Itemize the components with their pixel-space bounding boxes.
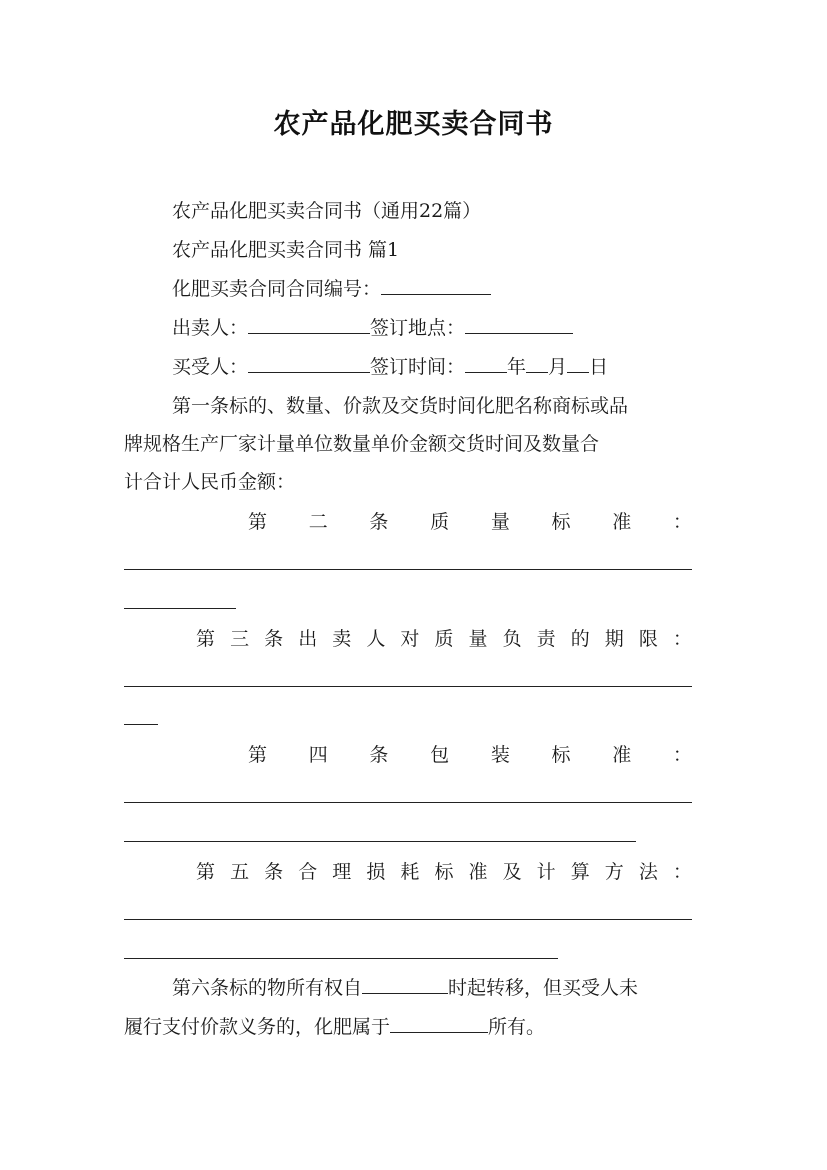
article-5-char: 理 xyxy=(332,861,352,883)
article-3-char: 负 xyxy=(502,628,522,650)
article-3-char: 出 xyxy=(298,628,318,650)
contract-number-line xyxy=(172,276,491,302)
article-3-char: 质 xyxy=(434,628,454,650)
article-3-char: 对 xyxy=(400,628,420,650)
article-6-part-4: 所有。 xyxy=(488,1016,546,1038)
article-6-blank-1 xyxy=(362,975,448,994)
intro-line-2: 农产品化肥买卖合同书 篇1 xyxy=(172,239,400,261)
article-2-heading xyxy=(248,509,692,535)
intro-line-1: 农产品化肥买卖合同书（通用22篇） xyxy=(172,200,482,222)
sign-place-label: 签订地点： xyxy=(370,317,466,339)
article-4-char: 装 xyxy=(490,744,510,766)
article-5-char: 算 xyxy=(570,861,590,883)
article-4-char: ： xyxy=(672,744,692,766)
article-5-rule-2 xyxy=(124,958,558,959)
seller-label: 出卖人： xyxy=(172,317,249,339)
article-1 xyxy=(124,387,704,501)
article-5-char: 及 xyxy=(502,861,522,883)
article-3-heading xyxy=(196,626,692,652)
article-3-char: ： xyxy=(672,628,692,650)
article-5-char: 耗 xyxy=(400,861,420,883)
article-5-char: 条 xyxy=(264,861,284,883)
buyer-label: 买受人： xyxy=(172,356,249,378)
article-3-char: 第 xyxy=(196,628,216,650)
day-label: 日 xyxy=(589,356,609,378)
article-4-rule-1 xyxy=(124,802,692,803)
article-4-rule-2 xyxy=(124,841,636,842)
article-1-line-2: 牌规格生产厂家计量单位数量单价金额交货时间及数量合 xyxy=(124,433,600,455)
article-2-char: 量 xyxy=(490,511,510,533)
article-3-rule-1 xyxy=(124,686,692,687)
seller-blank xyxy=(248,315,370,334)
article-5-char: 合 xyxy=(298,861,318,883)
month-label: 月 xyxy=(548,356,568,378)
buyer-line xyxy=(172,354,608,380)
article-3-char: 的 xyxy=(570,628,590,650)
article-5-char: 标 xyxy=(434,861,454,883)
year-label: 年 xyxy=(507,356,527,378)
article-3-char: 人 xyxy=(366,628,386,650)
article-2-char: 质 xyxy=(430,511,450,533)
article-2-char: 标 xyxy=(551,511,571,533)
article-5-char: 五 xyxy=(230,861,250,883)
article-3-char: 量 xyxy=(468,628,488,650)
article-4-heading xyxy=(248,742,692,768)
article-6-part-3: 履行支付价款义务的，化肥属于 xyxy=(124,1016,391,1038)
seller-line xyxy=(172,315,573,341)
article-5-char: ： xyxy=(672,861,692,883)
article-3-char: 条 xyxy=(264,628,284,650)
article-2-char: ： xyxy=(672,511,692,533)
article-3-rule-2 xyxy=(124,724,158,725)
article-3-char: 期 xyxy=(604,628,624,650)
contract-number-label: 化肥买卖合同合同编号： xyxy=(172,278,382,300)
article-2-rule-1 xyxy=(124,569,692,570)
sign-place-blank xyxy=(465,315,573,334)
article-3-char: 责 xyxy=(536,628,556,650)
sign-time-label: 签订时间： xyxy=(370,356,466,378)
article-3-char: 三 xyxy=(230,628,250,650)
article-4-char: 第 xyxy=(248,744,268,766)
article-6-line-2 xyxy=(124,1014,545,1040)
article-2-rule-2 xyxy=(124,608,236,609)
article-5-heading xyxy=(196,859,692,885)
article-6-blank-2 xyxy=(390,1014,488,1033)
article-6-line-1 xyxy=(172,975,638,1001)
article-2-char: 第 xyxy=(248,511,268,533)
contract-number-blank xyxy=(381,276,491,295)
article-4-char: 准 xyxy=(612,744,632,766)
article-4-char: 条 xyxy=(369,744,389,766)
article-5-char: 损 xyxy=(366,861,386,883)
article-5-char: 第 xyxy=(196,861,216,883)
article-2-char: 二 xyxy=(308,511,328,533)
article-2-char: 条 xyxy=(369,511,389,533)
year-blank xyxy=(465,354,507,373)
month-blank xyxy=(526,354,548,373)
article-5-rule-1 xyxy=(124,919,692,920)
article-6-part-2: 时起转移，但买受人未 xyxy=(448,977,639,999)
article-1-line-1: 第一条标的、数量、价款及交货时间化肥名称商标或品 xyxy=(172,395,629,417)
article-6-part-1: 第六条标的物所有权自 xyxy=(172,977,363,999)
article-1-line-3: 计合计人民币金额： xyxy=(124,471,296,493)
day-blank xyxy=(567,354,589,373)
article-4-char: 四 xyxy=(308,744,328,766)
buyer-blank xyxy=(248,354,370,373)
article-3-char: 限 xyxy=(638,628,658,650)
article-4-char: 包 xyxy=(430,744,450,766)
document-title: 农产品化肥买卖合同书 xyxy=(273,109,554,140)
article-5-char: 准 xyxy=(468,861,488,883)
article-5-char: 方 xyxy=(604,861,624,883)
article-2-char: 准 xyxy=(612,511,632,533)
article-3-char: 卖 xyxy=(332,628,352,650)
article-4-char: 标 xyxy=(551,744,571,766)
article-5-char: 法 xyxy=(638,861,658,883)
article-5-char: 计 xyxy=(536,861,556,883)
